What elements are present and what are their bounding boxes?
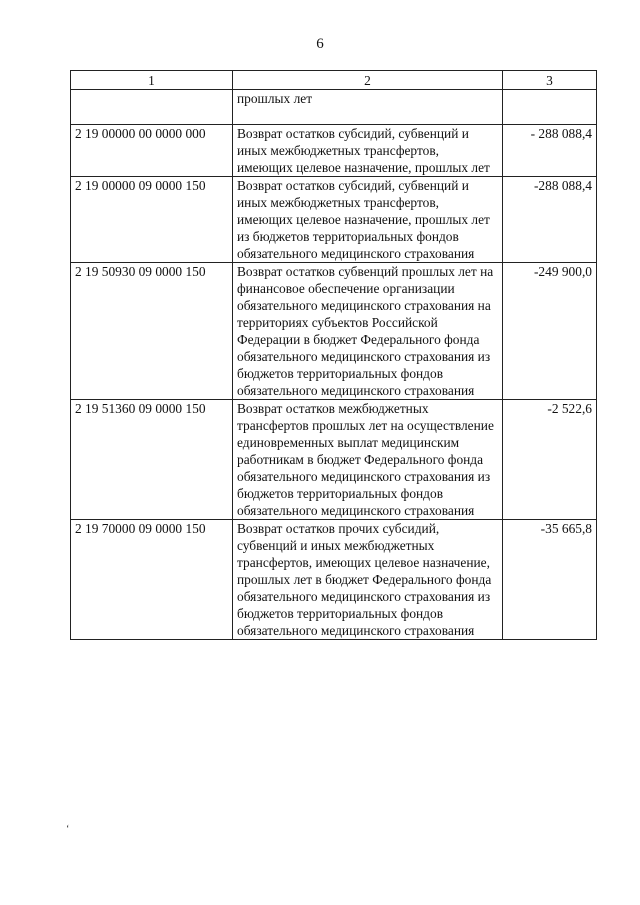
page-number: 6 [316, 36, 324, 52]
column-header-1: 1 [71, 71, 233, 90]
table-row [71, 520, 597, 640]
row-description: Возврат остатков межбюджетных трансфертов прошлых лет на осуществление единовременных выплат медицинским работникам в бюджет Федерального фонда обязательного медицинского страхования из бюджетов территориальных фондов обязательного медицинского страхования [233, 400, 503, 520]
row-amount: -288 088,4 [503, 177, 597, 263]
row-description: Возврат остатков субвенций прошлых лет на финансовое обеспечение организации обязательного медицинского страхования на территориях субъектов Российской Федерации в бюджет Федерального фонда обязательного медицинского страхования из бюджетов территориальных фондов обязательного медицинского страхования [233, 263, 503, 400]
row-amount [503, 90, 597, 125]
scan-speck: ‘ [66, 824, 70, 835]
row-amount: -2 522,6 [503, 400, 597, 520]
row-amount: - 288 088,4 [503, 125, 597, 177]
table-header-row [71, 71, 597, 90]
table-row [71, 125, 597, 177]
table-row [71, 400, 597, 520]
table-row [71, 177, 597, 263]
column-header-3: 3 [503, 71, 597, 90]
row-code: 2 19 51360 09 0000 150 [71, 400, 233, 520]
row-amount: -249 900,0 [503, 263, 597, 400]
row-code: 2 19 70000 09 0000 150 [71, 520, 233, 640]
row-description: Возврат остатков субсидий, субвенций и иных межбюджетных трансфертов, имеющих целевое назначение, прошлых лет из бюджетов территориальных фондов обязательного медицинского страхования [233, 177, 503, 263]
budget-revenue-table [70, 70, 597, 640]
table-row [71, 90, 597, 125]
row-amount: -35 665,8 [503, 520, 597, 640]
row-code: 2 19 00000 09 0000 150 [71, 177, 233, 263]
row-code: 2 19 50930 09 0000 150 [71, 263, 233, 400]
row-code [71, 90, 233, 125]
table-row [71, 263, 597, 400]
row-description: Возврат остатков прочих субсидий, субвенций и иных межбюджетных трансфертов, имеющих целевое назначение, прошлых лет в бюджет Федерального фонда обязательного медицинского страхования из бюджетов территориальных фондов обязательного медицинского страхования [233, 520, 503, 640]
row-description: прошлых лет [233, 90, 503, 125]
column-header-2: 2 [233, 71, 503, 90]
row-code: 2 19 00000 00 0000 000 [71, 125, 233, 177]
row-description: Возврат остатков субсидий, субвенций и иных межбюджетных трансфертов, имеющих целевое назначение, прошлых лет [233, 125, 503, 177]
